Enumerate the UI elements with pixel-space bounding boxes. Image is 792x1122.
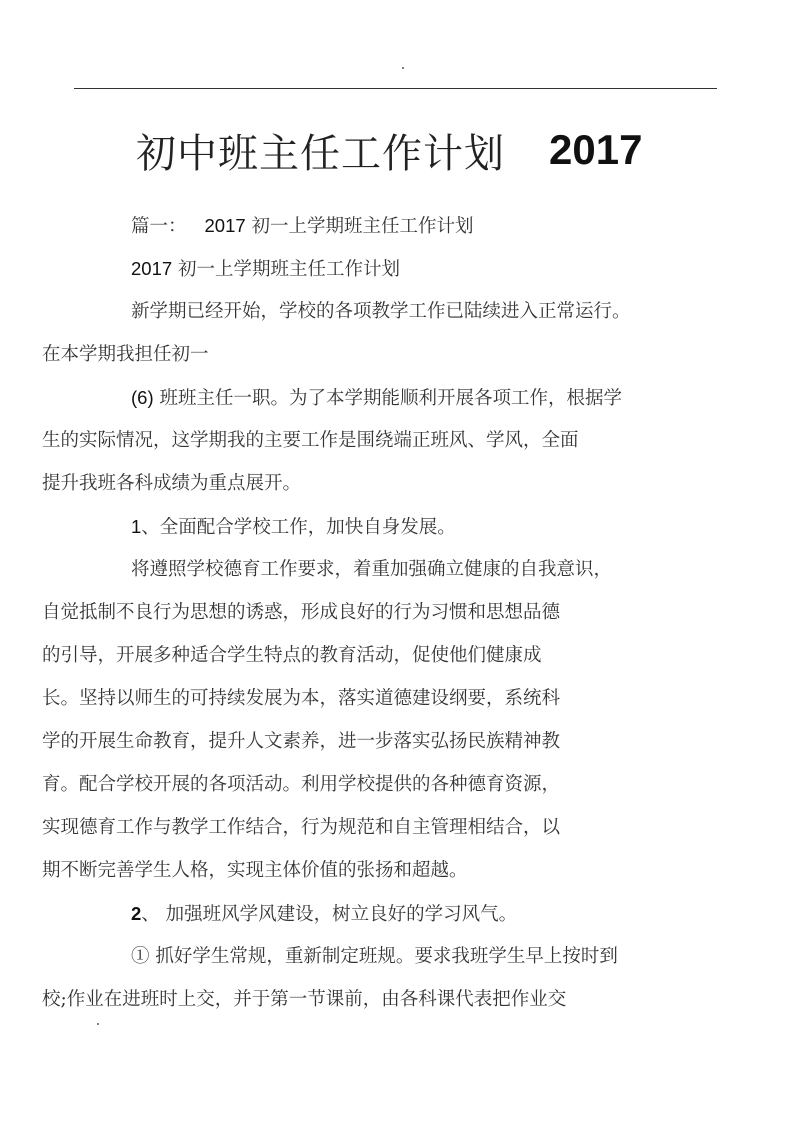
header-rule — [74, 88, 717, 89]
paragraph-line: ① 抓好学生常规，重新制定班规。要求我班学生早上按时到 — [131, 946, 618, 967]
list-heading-2 — [88, 892, 648, 935]
paragraph-line: 将遵照学校德育工作要求，着重加强确立健康的自我意识， — [131, 559, 613, 580]
paragraph-line: 实现德育工作与教学工作结合，行为规范和自主管理相结合，以 — [42, 817, 561, 838]
subtitle-line — [88, 204, 648, 247]
title-text: 初中班主任工作计划 — [136, 130, 505, 177]
list-heading-text: 、 加强班风学风建设，树立良好的学习风气。 — [141, 904, 518, 925]
section-heading-year: 2017 — [131, 258, 173, 279]
section-heading-line — [88, 247, 648, 290]
subtitle-year: 2017 — [204, 215, 246, 236]
list-number: 2 — [131, 903, 142, 924]
paragraph-line: 期不断完善学生人格，实现主体价值的张扬和超越。 — [42, 860, 468, 881]
paragraph-line: 长。坚持以师生的可持续发展为本，落实道德建设纲要，系统科 — [42, 688, 561, 709]
title-year: 2017 — [549, 126, 643, 173]
paragraph-line: 自觉抵制不良行为思想的诱惑，形成良好的行为习惯和思想品德 — [42, 602, 561, 623]
footer-mark — [97, 1023, 99, 1025]
class-number: (6) — [131, 387, 154, 408]
paragraph-text: 班班主任一职。为了本学期能顺利开展各项工作，根据学 — [153, 388, 623, 409]
paragraph-line: 在本学期我担任初一 — [42, 344, 209, 365]
list-heading-1 — [88, 505, 648, 548]
subtitle-text: 初一上学期班主任工作计划 — [245, 216, 474, 237]
paragraph-line: 新学期已经开始，学校的各项教学工作已陆续进入正常运行。 — [131, 301, 631, 322]
paragraph-line: 的引导，开展多种适合学生特点的教育活动，促使他们健康成 — [42, 645, 542, 666]
list-heading-text: 、全面配合学校工作，加快自身发展。 — [141, 517, 456, 538]
document-title — [136, 120, 642, 180]
paragraph-line — [88, 376, 648, 419]
paragraph-line: 生的实际情况，这学期我的主要工作是围绕端正班风、学风，全面 — [42, 430, 579, 451]
subtitle-prefix: 篇一： — [131, 216, 187, 237]
paragraph-line: 提升我班各科成绩为重点展开。 — [42, 473, 302, 494]
document-body — [42, 204, 648, 1021]
paragraph-line: 校;作业在进班时上交，并于第一节课前，由各科课代表把作业交 — [42, 989, 567, 1010]
list-number: 1 — [131, 516, 142, 537]
paragraph-line: 育。配合学校开展的各项活动。利用学校提供的各种德育资源， — [42, 774, 561, 795]
header-mark — [402, 67, 404, 69]
section-heading-text: 初一上学期班主任工作计划 — [172, 259, 401, 280]
paragraph-line: 学的开展生命教育，提升人文素养，进一步落实弘扬民族精神教 — [42, 731, 561, 752]
